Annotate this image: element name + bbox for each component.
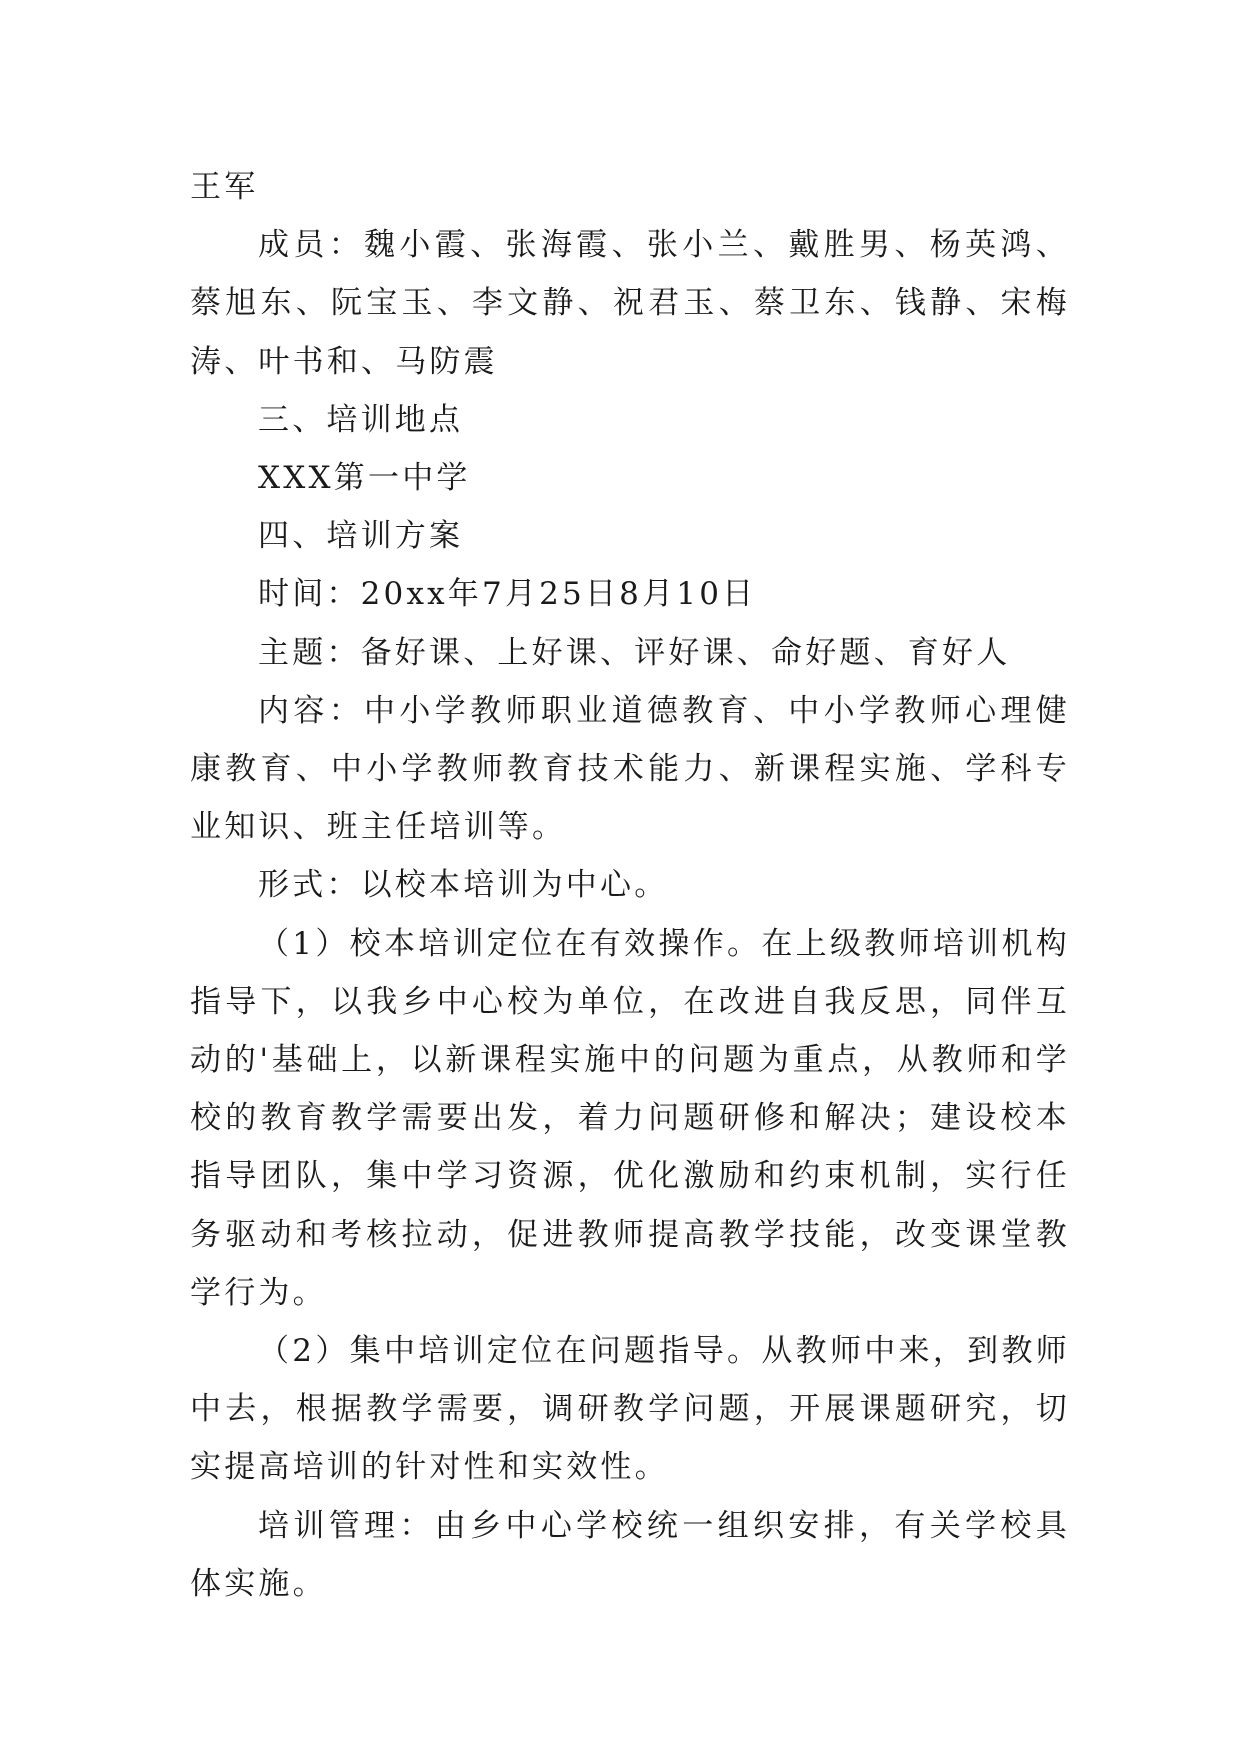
paragraph-school-training: （1）校本培训定位在有效操作。在上级教师培训机构指导下，以我乡中心校为单位，在改进自我反思，同伴互动的'基础上，以新课程实施中的问题为重点，从教师和学校的教育教学需要出发，着力问题研修和解决；建设校本指导团队，集中学习资源，优化激励和约束机制，实行任务驱动和考核拉动，促进教师提高教学技能，改变课堂教学行为。 xyxy=(190,925,1070,1311)
document-body xyxy=(190,158,1070,1613)
paragraph-theme: 主题：备好课、上好课、评好课、命好题、育好人 xyxy=(258,634,1011,671)
paragraph-members: 成员：魏小霞、张海霞、张小兰、戴胜男、杨英鸿、蔡旭东、阮宝玉、李文静、祝君玉、蔡卫东、钱静、宋梅涛、叶书和、马防震 xyxy=(190,227,1070,380)
paragraph-training-management: 培训管理：由乡中心学校统一组织安排，有关学校具体实施。 xyxy=(190,1507,1070,1602)
paragraph-content: 内容：中小学教师职业道德教育、中小学教师心理健康教育、中小学教师教育技术能力、新课程实施、学科专业知识、班主任培训等。 xyxy=(190,692,1070,846)
heading-training-plan: 四、培训方案 xyxy=(258,518,464,555)
heading-training-location: 三、培训地点 xyxy=(258,401,464,438)
paragraph-centralized-training: （2）集中培训定位在问题指导。从教师中来，到教师中去，根据教学需要，调研教学问题，开展课题研究，切实提高培训的针对性和实效性。 xyxy=(190,1333,1070,1486)
paragraph-time: 时间：20xx年7月25日8月10日 xyxy=(258,576,757,613)
paragraph-location: XXX第一中学 xyxy=(258,460,471,497)
paragraph-leader-name: 王军 xyxy=(190,169,259,205)
paragraph-form: 形式：以校本培训为中心。 xyxy=(258,867,669,904)
